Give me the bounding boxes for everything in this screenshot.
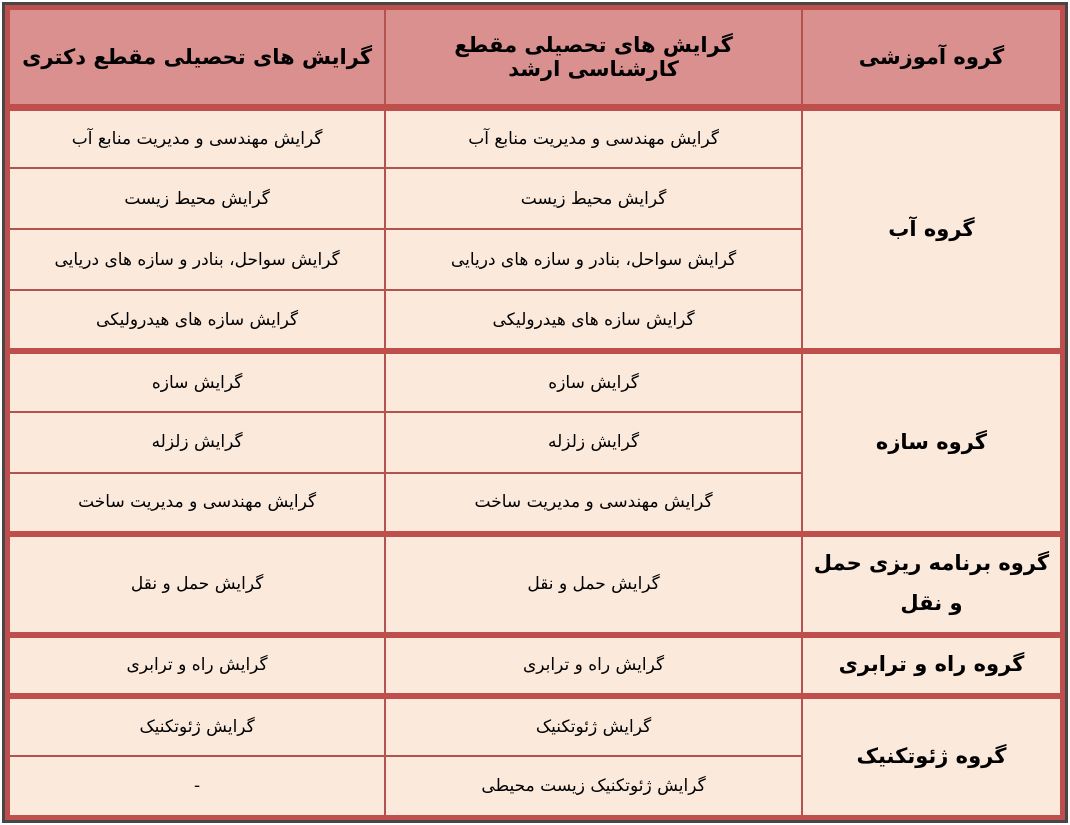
masters-orientation-cell: گرایش مهندسی و مدیریت ساخت [385,473,802,534]
phd-orientation-cell: گرایش سازه های هیدرولیکی [8,290,386,351]
masters-orientation-cell: گرایش سواحل، بنادر و سازه های دریایی [385,229,802,290]
masters-orientation-cell: گرایش ژئوتکنیک زیست محیطی [385,756,802,817]
table-outer-frame [2,2,1068,823]
masters-orientation-cell: گرایش راه و ترابری [385,635,802,696]
table-row [8,534,1063,635]
phd-orientation-cell: گرایش سازه [8,351,386,412]
masters-orientation-cell: گرایش سازه [385,351,802,412]
table-row [8,351,1063,412]
table-header-row [8,8,1063,108]
table-row [8,635,1063,696]
phd-orientation-cell: گرایش سواحل، بنادر و سازه های دریایی [8,229,386,290]
table-row [8,696,1063,757]
phd-orientation-cell: - [8,756,386,817]
group-cell: گروه آب [802,108,1063,352]
phd-orientation-cell: گرایش ژئوتکنیک [8,696,386,757]
masters-orientation-cell: گرایش ژئوتکنیک [385,696,802,757]
programs-table [5,5,1065,820]
masters-orientation-cell: گرایش زلزله [385,412,802,473]
masters-orientation-cell: گرایش محیط زیست [385,168,802,229]
phd-orientation-cell: گرایش محیط زیست [8,168,386,229]
phd-orientation-cell: گرایش حمل و نقل [8,534,386,635]
header-phd: گرایش های تحصیلی مقطع دکتری [8,8,386,108]
masters-orientation-cell: گرایش مهندسی و مدیریت منابع آب [385,108,802,169]
group-cell: گروه ژئوتکنیک [802,696,1063,818]
table-body [8,108,1063,818]
phd-orientation-cell: گرایش راه و ترابری [8,635,386,696]
phd-orientation-cell: گرایش زلزله [8,412,386,473]
header-group: گروه آموزشی [802,8,1063,108]
group-cell: گروه راه و ترابری [802,635,1063,696]
masters-orientation-cell: گرایش حمل و نقل [385,534,802,635]
table-row [8,108,1063,169]
phd-orientation-cell: گرایش مهندسی و مدیریت منابع آب [8,108,386,169]
phd-orientation-cell: گرایش مهندسی و مدیریت ساخت [8,473,386,534]
masters-orientation-cell: گرایش سازه های هیدرولیکی [385,290,802,351]
group-cell: گروه برنامه ریزی حمل و نقل [802,534,1063,635]
header-masters: گرایش های تحصیلی مقطع کارشناسی ارشد [385,8,802,108]
group-cell: گروه سازه [802,351,1063,534]
